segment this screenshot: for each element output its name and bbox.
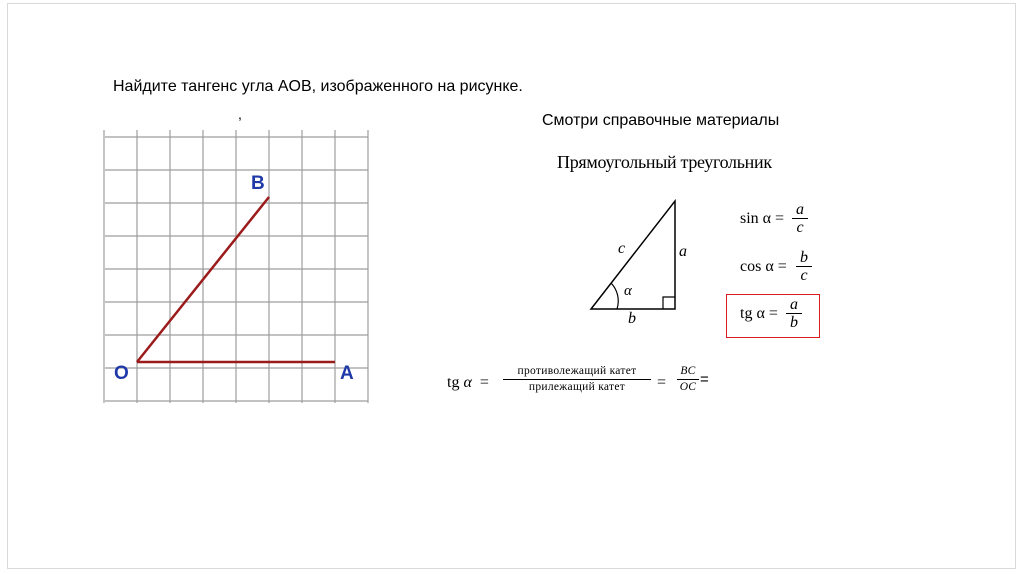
cos-num: b [800, 249, 808, 266]
label-b: b [628, 310, 636, 327]
tg-num: a [790, 296, 798, 313]
point-O-label: O [114, 363, 129, 384]
formula-word-fraction [503, 365, 651, 394]
formula-var: α [463, 374, 472, 391]
label-c: c [618, 240, 626, 257]
point-A-label: A [340, 363, 354, 384]
formula-denominator-text: прилежащий катет [528, 381, 626, 393]
formula-fn: tg [447, 374, 460, 391]
cos-den: c [800, 267, 808, 284]
label-alpha: α [624, 283, 632, 299]
sin-num: a [796, 201, 804, 218]
point-B-label: B [251, 173, 265, 194]
formula-den2: OC [679, 381, 697, 393]
tg-den: b [790, 314, 798, 331]
question-text: Найдите тангенс угла AOB, изображенного на рисунке. [113, 78, 523, 95]
tg-label: tg α = [740, 305, 778, 322]
formula-letter-fraction [677, 365, 699, 394]
formula-numerator-text: противолежащий катет [517, 365, 637, 377]
tg-fraction [785, 296, 803, 331]
sin-fraction [791, 201, 809, 236]
label-a: a [679, 243, 687, 260]
formula-eq1: = [479, 374, 489, 391]
cos-label: cos α = [740, 258, 787, 275]
cos-fraction [795, 249, 813, 284]
stray-comma: , [238, 106, 242, 122]
sin-label: sin α = [740, 210, 785, 227]
formula-eq2: = [657, 374, 667, 391]
formula-eq3: = [700, 371, 709, 388]
grid-figure [100, 125, 380, 405]
formula-lhs [447, 374, 489, 392]
formula-num2: BC [680, 365, 696, 377]
reference-heading: Прямоугольный треугольник [557, 152, 772, 172]
reference-title: Смотри справочные материалы [542, 112, 780, 129]
sin-den: c [796, 219, 804, 236]
